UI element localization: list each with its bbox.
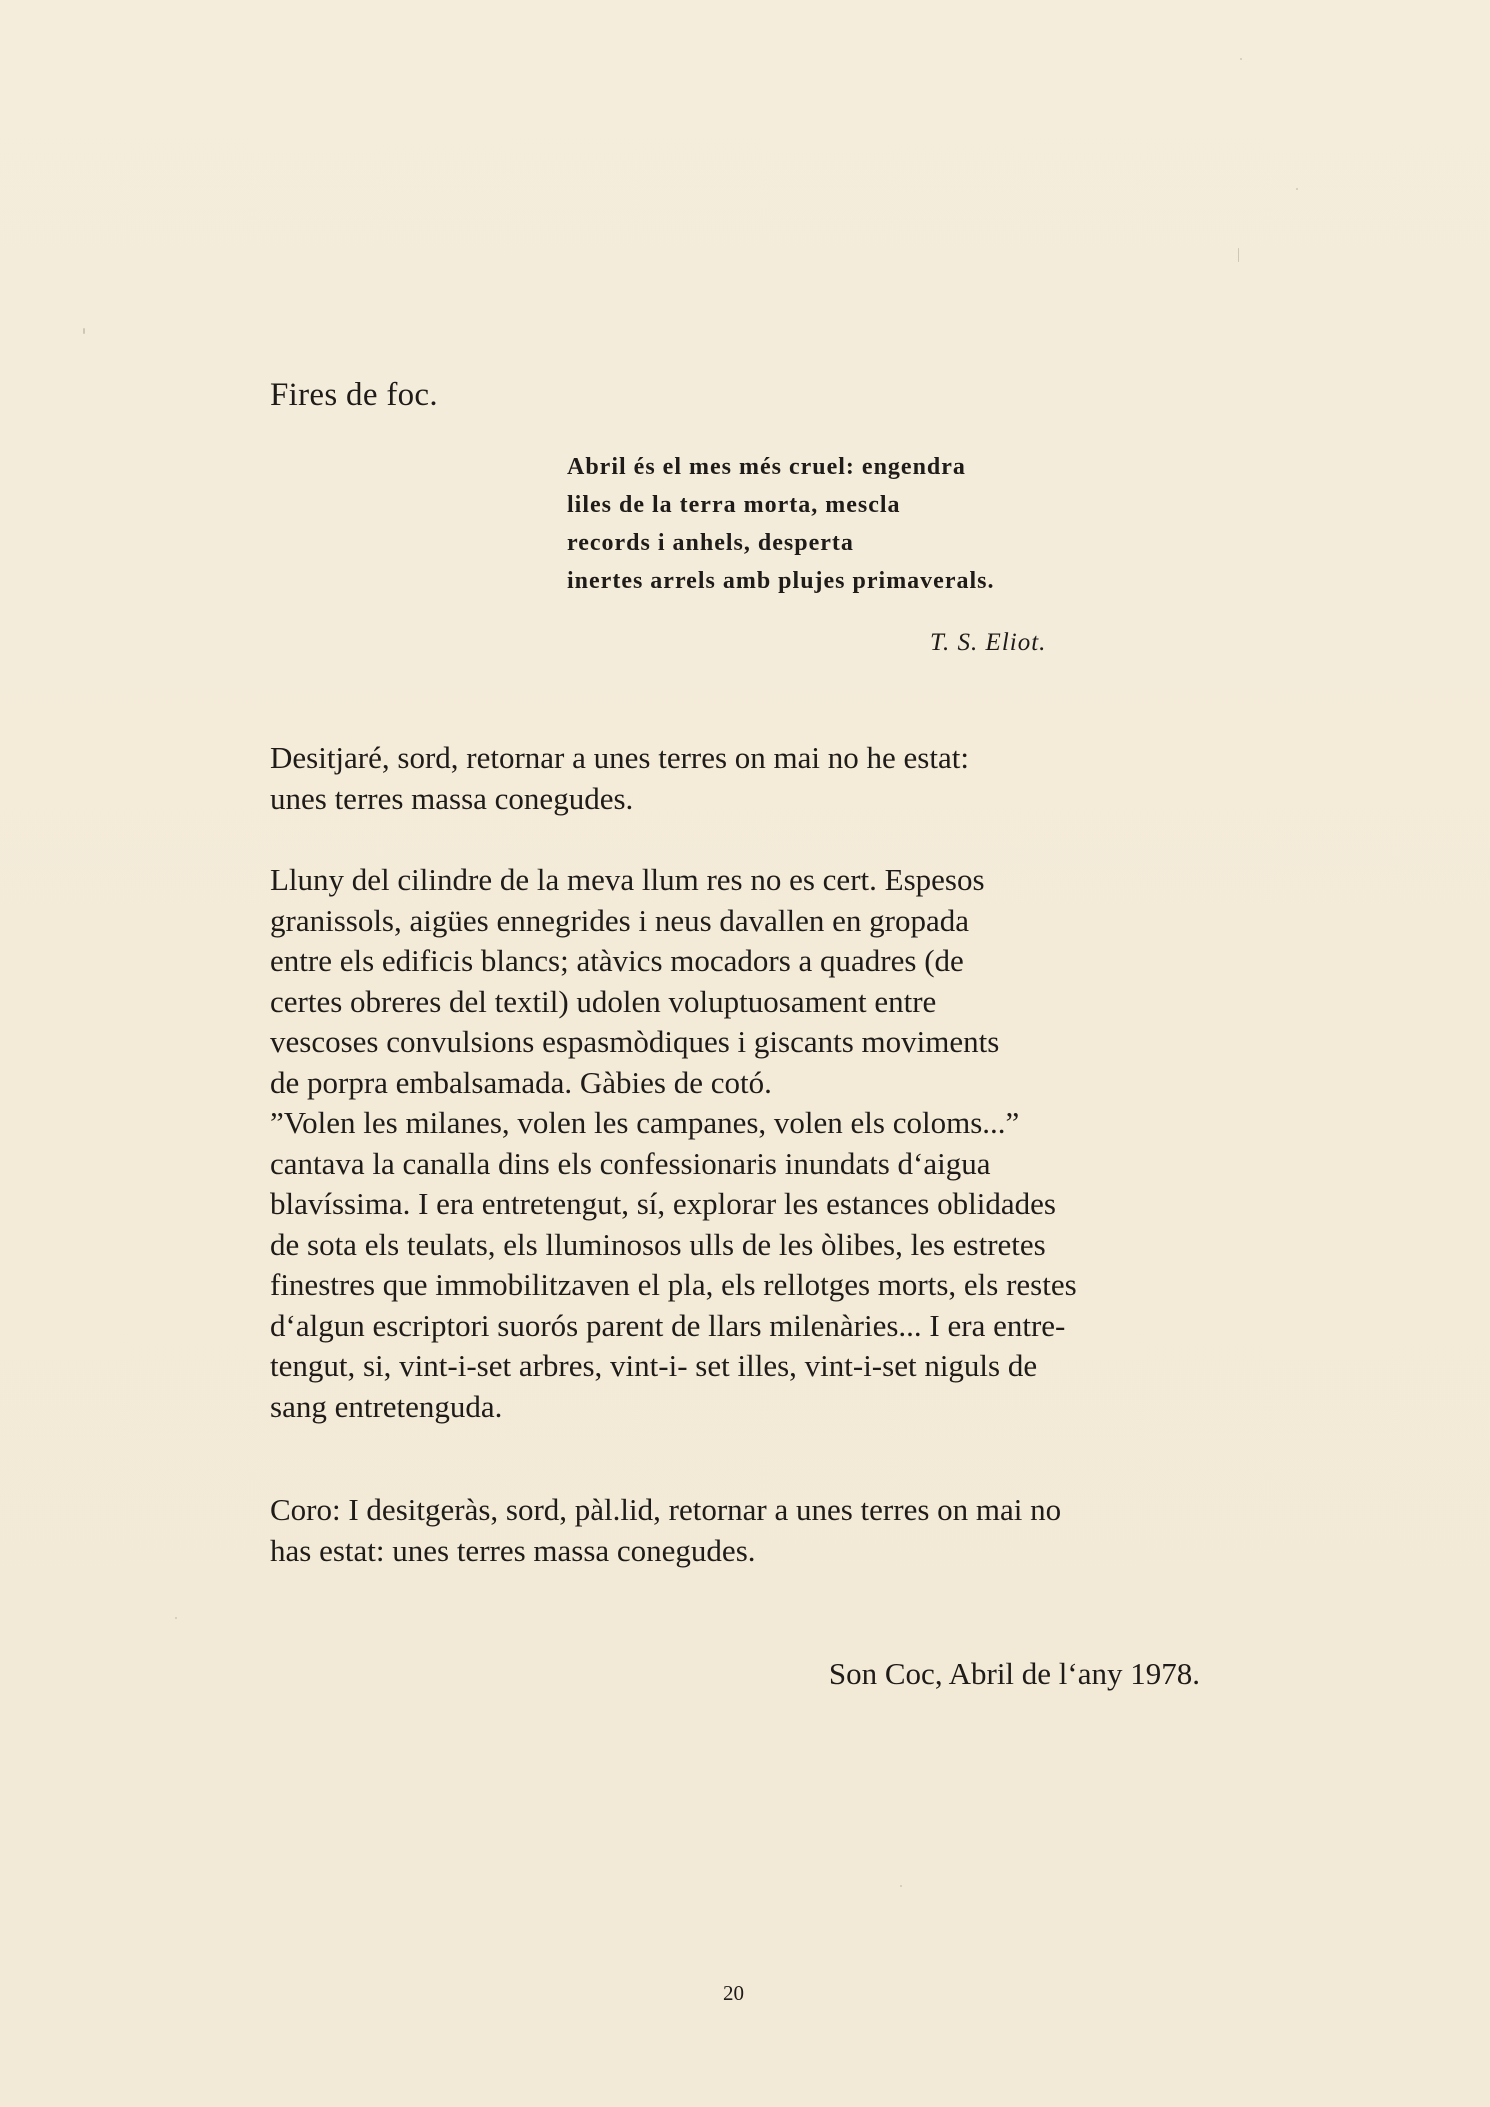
paragraph-line: de porpra embalsamada. Gàbies de cotó. (270, 1064, 772, 1100)
paragraph-line: entre els edificis blancs; atàvics mocadors a quadres (de (270, 943, 964, 978)
paragraph-line: Lluny del cilindre de la meva llum res no es cert. Espesos (270, 862, 985, 897)
paragraph-line: finestres que immobilitzaven el pla, els rellotges morts, els restes (270, 1267, 1077, 1302)
paragraph-line: certes obreres del textil) udolen voluptuosament entre (270, 983, 937, 1019)
paragraph-line: has estat: unes terres massa conegudes. (270, 1532, 756, 1568)
paper-speck (175, 1617, 177, 1619)
paper-speck (1240, 58, 1242, 60)
paragraph-line: ”Volen les milanes, volen les campanes, volen els coloms...” (270, 1105, 1020, 1140)
paragraph-line: Desitjaré, sord, retornar a unes terres on mai no he estat: (270, 740, 969, 775)
paragraph (270, 1490, 1205, 1571)
page-number: 20 (723, 1981, 744, 2005)
paragraph-line: d‘algun escriptori suorós parent de llars milenàries... I era entre- (270, 1307, 1066, 1343)
paper-speck (1238, 248, 1239, 262)
document-title: Fires de foc. (270, 377, 438, 413)
epigraph-line: Abril és el mes més cruel: engendra (567, 454, 966, 480)
paragraph-line: blavíssima. I era entretengut, sí, explorar les estances oblidades (270, 1186, 1056, 1221)
epigraph-line: records i anhels, desperta (567, 530, 854, 556)
paragraph-line: vescoses convulsions espasmòdiques i giscants moviments (270, 1024, 1000, 1059)
epigraph-line: inertes arrels amb plujes primaverals. (567, 568, 995, 594)
epigraph (567, 448, 1107, 600)
paper-speck (1296, 188, 1298, 190)
signature-line: Son Coc, Abril de l‘any 1978. (828, 1656, 1200, 1691)
paper-speck (900, 1885, 902, 1887)
paragraph-line: tengut, si, vint-i-set arbres, vint-i- set illes, vint-i-set niguls de (270, 1348, 1038, 1383)
paragraph-line: cantava la canalla dins els confessionaris inundats d‘aigua (270, 1145, 991, 1181)
paragraph (270, 738, 1205, 819)
paragraph-line: unes terres massa conegudes. (270, 780, 634, 816)
paper-speck (83, 328, 85, 334)
paragraph-line: sang entretenguda. (270, 1388, 503, 1424)
paragraph (270, 860, 1205, 1427)
paragraph-line: de sota els teulats, els lluminosos ulls de les òlibes, les estretes (270, 1226, 1046, 1262)
paragraph-line: granissols, aigües ennegrides i neus davallen en gropada (270, 902, 970, 938)
epigraph-line: liles de la terra morta, mescla (567, 492, 901, 518)
epigraph-author: T. S. Eliot. (930, 629, 1047, 656)
paragraph-line: Coro: I desitgeràs, sord, pàl.lid, retornar a unes terres on mai no (270, 1492, 1062, 1527)
